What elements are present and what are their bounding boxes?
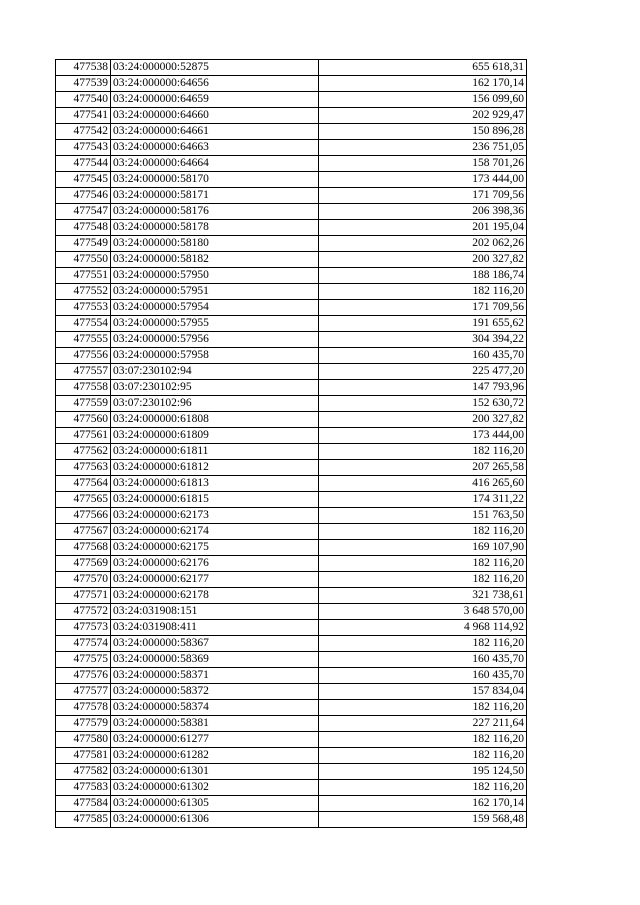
table-row — [56, 252, 527, 268]
cadastral-number-cell: 03:24:000000:57958 — [111, 348, 319, 364]
cadastral-value-cell: 225 477,20 — [319, 364, 527, 380]
table-row — [56, 236, 527, 252]
cadastral-value-cell: 182 116,20 — [319, 732, 527, 748]
row-number-cell: 477577 — [56, 684, 111, 700]
row-number-cell: 477560 — [56, 412, 111, 428]
table-row — [56, 76, 527, 92]
cadastral-number-cell: 03:07:230102:95 — [111, 380, 319, 396]
table-row — [56, 188, 527, 204]
cadastral-value-cell: 206 398,36 — [319, 204, 527, 220]
cadastral-number-cell: 03:24:000000:64656 — [111, 76, 319, 92]
cadastral-value-cell: 182 116,20 — [319, 748, 527, 764]
row-number-cell: 477557 — [56, 364, 111, 380]
cadastral-number-cell: 03:24:000000:58381 — [111, 716, 319, 732]
row-number-cell: 477550 — [56, 252, 111, 268]
row-number-cell: 477542 — [56, 124, 111, 140]
cadastral-value-cell: 173 444,00 — [319, 172, 527, 188]
table-row — [56, 60, 527, 76]
row-number-cell: 477576 — [56, 668, 111, 684]
cadastral-number-cell: 03:07:230102:96 — [111, 396, 319, 412]
cadastral-value-cell: 169 107,90 — [319, 540, 527, 556]
cadastral-value-cell: 188 186,74 — [319, 268, 527, 284]
cadastral-value-cell: 3 648 570,00 — [319, 604, 527, 620]
cadastral-number-cell: 03:24:000000:64659 — [111, 92, 319, 108]
row-number-cell: 477575 — [56, 652, 111, 668]
table-row — [56, 220, 527, 236]
cadastral-number-cell: 03:24:000000:57955 — [111, 316, 319, 332]
cadastral-number-cell: 03:24:000000:57950 — [111, 268, 319, 284]
row-number-cell: 477564 — [56, 476, 111, 492]
cadastral-number-cell: 03:24:000000:52875 — [111, 60, 319, 76]
table-row — [56, 636, 527, 652]
table-row — [56, 108, 527, 124]
cadastral-number-cell: 03:24:000000:61305 — [111, 796, 319, 812]
table-row — [56, 380, 527, 396]
cadastral-value-cell: 160 435,70 — [319, 652, 527, 668]
table-row — [56, 396, 527, 412]
cadastral-number-cell: 03:24:000000:61812 — [111, 460, 319, 476]
cadastral-value-cell: 182 116,20 — [319, 444, 527, 460]
table-row — [56, 796, 527, 812]
table-row — [56, 812, 527, 828]
cadastral-value-cell: 200 327,82 — [319, 252, 527, 268]
row-number-cell: 477574 — [56, 636, 111, 652]
table-row — [56, 780, 527, 796]
cadastral-value-cell: 151 763,50 — [319, 508, 527, 524]
cadastral-value-cell: 416 265,60 — [319, 476, 527, 492]
cadastral-value-cell: 200 327,82 — [319, 412, 527, 428]
table-row — [56, 540, 527, 556]
cadastral-number-cell: 03:24:000000:58176 — [111, 204, 319, 220]
cadastral-number-cell: 03:24:000000:62176 — [111, 556, 319, 572]
document-page — [55, 59, 527, 828]
cadastral-value-cell: 171 709,56 — [319, 300, 527, 316]
row-number-cell: 477579 — [56, 716, 111, 732]
row-number-cell: 477543 — [56, 140, 111, 156]
table-row — [56, 348, 527, 364]
cadastral-number-cell: 03:24:000000:58367 — [111, 636, 319, 652]
table-row — [56, 300, 527, 316]
row-number-cell: 477544 — [56, 156, 111, 172]
table-row — [56, 92, 527, 108]
row-number-cell: 477555 — [56, 332, 111, 348]
row-number-cell: 477551 — [56, 268, 111, 284]
row-number-cell: 477570 — [56, 572, 111, 588]
table-row — [56, 124, 527, 140]
table-row — [56, 588, 527, 604]
row-number-cell: 477563 — [56, 460, 111, 476]
row-number-cell: 477582 — [56, 764, 111, 780]
row-number-cell: 477584 — [56, 796, 111, 812]
cadastral-value-cell: 655 618,31 — [319, 60, 527, 76]
row-number-cell: 477580 — [56, 732, 111, 748]
row-number-cell: 477547 — [56, 204, 111, 220]
row-number-cell: 477559 — [56, 396, 111, 412]
row-number-cell: 477558 — [56, 380, 111, 396]
cadastral-value-cell: 162 170,14 — [319, 796, 527, 812]
cadastral-value-cell: 201 195,04 — [319, 220, 527, 236]
table-row — [56, 700, 527, 716]
row-number-cell: 477549 — [56, 236, 111, 252]
cadastral-number-cell: 03:24:000000:61277 — [111, 732, 319, 748]
table-row — [56, 268, 527, 284]
table-row — [56, 764, 527, 780]
cadastral-number-cell: 03:24:000000:62173 — [111, 508, 319, 524]
table-row — [56, 620, 527, 636]
cadastral-number-cell: 03:24:000000:57951 — [111, 284, 319, 300]
cadastral-value-cell: 182 116,20 — [319, 700, 527, 716]
row-number-cell: 477546 — [56, 188, 111, 204]
table-row — [56, 732, 527, 748]
row-number-cell: 477562 — [56, 444, 111, 460]
table-row — [56, 316, 527, 332]
row-number-cell: 477539 — [56, 76, 111, 92]
cadastral-value-cell: 321 738,61 — [319, 588, 527, 604]
table-row — [56, 748, 527, 764]
table-row — [56, 652, 527, 668]
cadastral-value-cell: 157 834,04 — [319, 684, 527, 700]
cadastral-value-cell: 174 311,22 — [319, 492, 527, 508]
row-number-cell: 477578 — [56, 700, 111, 716]
table-row — [56, 412, 527, 428]
row-number-cell: 477565 — [56, 492, 111, 508]
cadastral-number-cell: 03:24:000000:64661 — [111, 124, 319, 140]
cadastral-value-cell: 158 701,26 — [319, 156, 527, 172]
cadastral-number-cell: 03:24:000000:61811 — [111, 444, 319, 460]
cadastral-value-cell: 195 124,50 — [319, 764, 527, 780]
table-row — [56, 460, 527, 476]
cadastral-value-cell: 202 062,26 — [319, 236, 527, 252]
table-row — [56, 556, 527, 572]
cadastral-number-cell: 03:24:000000:61809 — [111, 428, 319, 444]
table-row — [56, 284, 527, 300]
table-row — [56, 716, 527, 732]
cadastral-value-cell: 182 116,20 — [319, 780, 527, 796]
table-row — [56, 476, 527, 492]
cadastral-value-cell: 162 170,14 — [319, 76, 527, 92]
table-row — [56, 668, 527, 684]
cadastral-number-cell: 03:24:000000:61813 — [111, 476, 319, 492]
table-row — [56, 508, 527, 524]
cadastral-number-cell: 03:24:000000:61306 — [111, 812, 319, 828]
row-number-cell: 477554 — [56, 316, 111, 332]
table-row — [56, 364, 527, 380]
cadastral-value-table — [55, 59, 527, 828]
cadastral-number-cell: 03:24:000000:61815 — [111, 492, 319, 508]
cadastral-number-cell: 03:24:000000:58182 — [111, 252, 319, 268]
table-row — [56, 332, 527, 348]
cadastral-value-cell: 202 929,47 — [319, 108, 527, 124]
cadastral-value-cell: 160 435,70 — [319, 348, 527, 364]
cadastral-number-cell: 03:24:000000:64660 — [111, 108, 319, 124]
cadastral-value-cell: 159 568,48 — [319, 812, 527, 828]
cadastral-number-cell: 03:07:230102:94 — [111, 364, 319, 380]
row-number-cell: 477572 — [56, 604, 111, 620]
cadastral-number-cell: 03:24:000000:58178 — [111, 220, 319, 236]
row-number-cell: 477567 — [56, 524, 111, 540]
row-number-cell: 477566 — [56, 508, 111, 524]
cadastral-number-cell: 03:24:000000:58180 — [111, 236, 319, 252]
cadastral-value-cell: 171 709,56 — [319, 188, 527, 204]
row-number-cell: 477561 — [56, 428, 111, 444]
row-number-cell: 477571 — [56, 588, 111, 604]
cadastral-value-cell: 182 116,20 — [319, 524, 527, 540]
table-row — [56, 140, 527, 156]
cadastral-number-cell: 03:24:000000:61282 — [111, 748, 319, 764]
table-row — [56, 444, 527, 460]
cadastral-value-cell: 207 265,58 — [319, 460, 527, 476]
cadastral-number-cell: 03:24:031908:151 — [111, 604, 319, 620]
row-number-cell: 477569 — [56, 556, 111, 572]
cadastral-number-cell: 03:24:000000:62178 — [111, 588, 319, 604]
row-number-cell: 477541 — [56, 108, 111, 124]
cadastral-value-cell: 4 968 114,92 — [319, 620, 527, 636]
row-number-cell: 477556 — [56, 348, 111, 364]
row-number-cell: 477540 — [56, 92, 111, 108]
table-row — [56, 428, 527, 444]
cadastral-value-cell: 160 435,70 — [319, 668, 527, 684]
cadastral-number-cell: 03:24:000000:62174 — [111, 524, 319, 540]
table-row — [56, 572, 527, 588]
row-number-cell: 477573 — [56, 620, 111, 636]
cadastral-value-cell: 182 116,20 — [319, 636, 527, 652]
cadastral-number-cell: 03:24:000000:61808 — [111, 412, 319, 428]
row-number-cell: 477568 — [56, 540, 111, 556]
cadastral-number-cell: 03:24:031908:411 — [111, 620, 319, 636]
cadastral-number-cell: 03:24:000000:58171 — [111, 188, 319, 204]
cadastral-number-cell: 03:24:000000:64664 — [111, 156, 319, 172]
cadastral-number-cell: 03:24:000000:58374 — [111, 700, 319, 716]
table-row — [56, 524, 527, 540]
cadastral-value-cell: 152 630,72 — [319, 396, 527, 412]
cadastral-value-cell: 150 896,28 — [319, 124, 527, 140]
cadastral-number-cell: 03:24:000000:62175 — [111, 540, 319, 556]
table-row — [56, 204, 527, 220]
cadastral-value-cell: 156 099,60 — [319, 92, 527, 108]
cadastral-value-cell: 191 655,62 — [319, 316, 527, 332]
table-body — [56, 60, 527, 828]
table-row — [56, 156, 527, 172]
cadastral-value-cell: 227 211,64 — [319, 716, 527, 732]
row-number-cell: 477548 — [56, 220, 111, 236]
cadastral-number-cell: 03:24:000000:58170 — [111, 172, 319, 188]
cadastral-number-cell: 03:24:000000:58371 — [111, 668, 319, 684]
cadastral-value-cell: 173 444,00 — [319, 428, 527, 444]
row-number-cell: 477552 — [56, 284, 111, 300]
row-number-cell: 477583 — [56, 780, 111, 796]
table-row — [56, 684, 527, 700]
cadastral-number-cell: 03:24:000000:57956 — [111, 332, 319, 348]
cadastral-value-cell: 304 394,22 — [319, 332, 527, 348]
row-number-cell: 477581 — [56, 748, 111, 764]
cadastral-value-cell: 182 116,20 — [319, 556, 527, 572]
cadastral-number-cell: 03:24:000000:57954 — [111, 300, 319, 316]
cadastral-number-cell: 03:24:000000:62177 — [111, 572, 319, 588]
cadastral-number-cell: 03:24:000000:58372 — [111, 684, 319, 700]
row-number-cell: 477545 — [56, 172, 111, 188]
cadastral-value-cell: 147 793,96 — [319, 380, 527, 396]
cadastral-number-cell: 03:24:000000:58369 — [111, 652, 319, 668]
row-number-cell: 477553 — [56, 300, 111, 316]
table-row — [56, 492, 527, 508]
row-number-cell: 477538 — [56, 60, 111, 76]
table-row — [56, 172, 527, 188]
cadastral-number-cell: 03:24:000000:64663 — [111, 140, 319, 156]
cadastral-number-cell: 03:24:000000:61302 — [111, 780, 319, 796]
table-row — [56, 604, 527, 620]
cadastral-number-cell: 03:24:000000:61301 — [111, 764, 319, 780]
cadastral-value-cell: 182 116,20 — [319, 284, 527, 300]
cadastral-value-cell: 182 116,20 — [319, 572, 527, 588]
row-number-cell: 477585 — [56, 812, 111, 828]
cadastral-value-cell: 236 751,05 — [319, 140, 527, 156]
